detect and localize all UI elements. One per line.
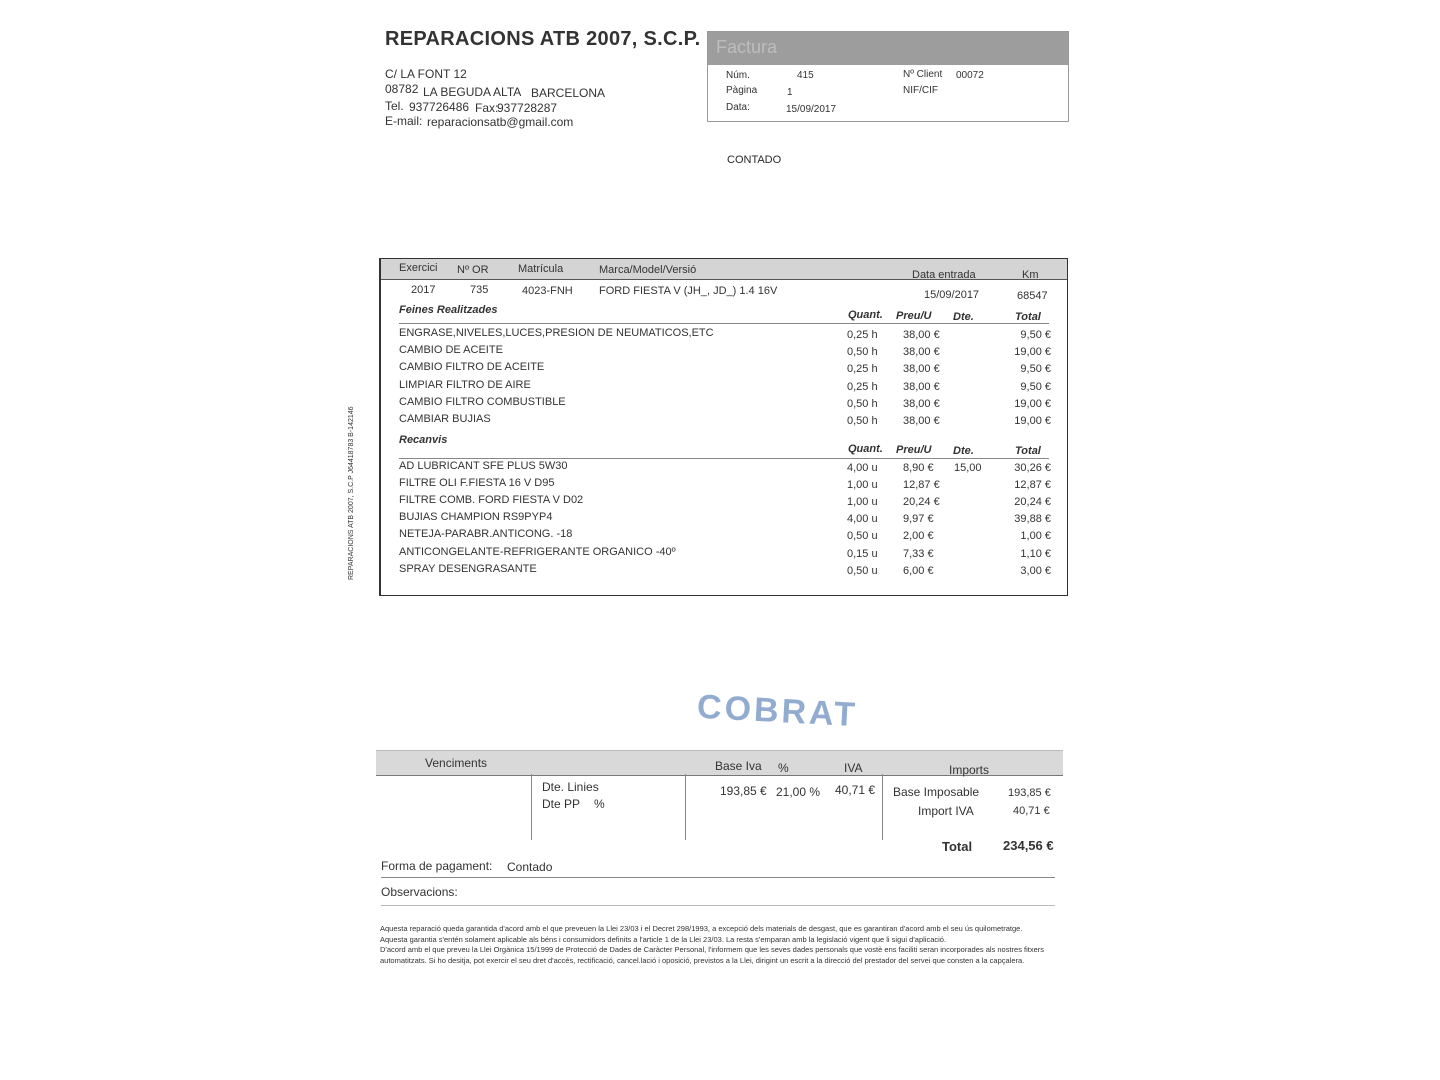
parts-total-header: Total <box>1015 445 1041 457</box>
invoice-header <box>708 32 1068 65</box>
parts-title: Recanvis <box>399 434 448 446</box>
part-quantity: 1,00 u <box>847 479 878 492</box>
labour-description: ENGRASE,NIVELES,LUCES,PRESION DE NEUMATICOS,ETC <box>399 327 714 339</box>
part-description: FILTRE COMB. FORD FIESTA V D02 <box>399 494 584 507</box>
invoice-page: 1 <box>787 87 793 98</box>
header-km: Km <box>1022 269 1039 281</box>
labour-unit-price: 38,00 € <box>903 346 940 359</box>
part-unit-price: 7,33 € <box>903 547 934 560</box>
due-header: Venciments <box>425 756 488 770</box>
part-quantity: 0,50 u <box>847 530 878 543</box>
labour-unit-price: 38,00 € <box>903 380 940 393</box>
labour-quantity: 0,50 h <box>847 415 878 427</box>
column-divider <box>685 774 686 840</box>
part-description: SPRAY DESENGRASANTE <box>399 562 537 575</box>
invoice-num: 415 <box>797 70 814 81</box>
part-line-total: 20,24 € <box>1014 496 1051 509</box>
base-value: 193,85 € <box>720 784 767 798</box>
header-plate: Matrícula <box>518 263 564 275</box>
part-unit-price: 9,97 € <box>903 513 934 526</box>
part-discount: 15,00 <box>954 462 982 474</box>
parts-price-header: Preu/U <box>896 444 932 456</box>
invoice-date-label: Data: <box>726 102 750 113</box>
invoice-box <box>707 31 1069 122</box>
payment-divider <box>381 877 1055 878</box>
fax: 937728287 <box>497 101 558 115</box>
part-unit-price: 2,00 € <box>903 530 934 543</box>
street: C/ LA FONT 12 <box>385 67 467 81</box>
column-divider <box>531 774 532 840</box>
header-model: Marca/Model/Versió <box>599 264 697 276</box>
header-or: Nº OR <box>457 264 489 276</box>
vehicle-model: FORD FIESTA V (JH_, JD_) 1.4 16V <box>599 285 778 297</box>
payment-method-value: Contado <box>507 860 553 874</box>
payment-method-label: Forma de pagament: <box>381 859 493 873</box>
part-description: NETEJA-PARABR.ANTICONG. -18 <box>399 528 573 541</box>
legal-line: D'acord amb el que preveu la Llei Orgànica 15/1999 de Protecció de Dades de Caràcter Personal, l'informem que les seves dades personals que vostè ens faciliti seran incorporades als nostres fitxers <box>380 945 1045 955</box>
iva-header: IVA <box>844 761 863 775</box>
labour-quantity: 0,25 h <box>847 380 878 393</box>
payment-note: CONTADO <box>727 154 782 166</box>
labour-description: CAMBIO DE ACEITE <box>399 344 503 357</box>
pp-discount-pct: % <box>594 797 605 811</box>
legal-line: Aquesta reparació queda garantida d'acord amb el que preveuen la Llei 23/03 i el Decret 298/1993, a excepció dels materials de desgast, que es garantiran d'acord amb el seu ús quilometratge. <box>380 924 1023 933</box>
labour-line-total: 9,50 € <box>1020 363 1051 376</box>
labour-quantity: 0,25 h <box>847 329 878 341</box>
vehicle-km: 68547 <box>1017 290 1048 302</box>
labour-divider <box>399 323 1049 324</box>
company-name: REPARACIONS ATB 2007, S.C.P. <box>385 28 701 50</box>
email-label: E-mail: <box>385 114 423 128</box>
iva-amount-label: Import IVA <box>918 804 974 818</box>
labour-quantity: 0,25 h <box>847 363 878 376</box>
part-unit-price: 6,00 € <box>903 564 934 577</box>
part-line-total: 12,87 € <box>1014 479 1051 492</box>
header-entry-date: Data entrada <box>912 269 976 281</box>
tel-label: Tel. <box>385 99 404 113</box>
pct-value: 21,00 % <box>776 785 821 799</box>
labour-line-total: 19,00 € <box>1014 415 1051 427</box>
part-description: FILTRE OLI F.FIESTA 16 V D95 <box>399 477 555 490</box>
labour-line-total: 9,50 € <box>1020 329 1051 341</box>
labour-disc-header: Dte. <box>953 311 974 323</box>
total-label: Total <box>942 839 973 854</box>
observations-label: Observacions: <box>381 885 458 899</box>
invoice-page-label: Pàgina <box>726 85 758 96</box>
parts-divider <box>399 458 1049 459</box>
part-unit-price: 12,87 € <box>903 479 940 492</box>
part-unit-price: 20,24 € <box>903 496 940 509</box>
labour-description: LIMPIAR FILTRO DE AIRE <box>399 378 531 391</box>
labour-unit-price: 38,00 € <box>903 329 940 341</box>
email: reparacionsatb@gmail.com <box>427 115 574 129</box>
labour-unit-price: 38,00 € <box>903 415 940 427</box>
town: LA BEGUDA ALTA <box>423 85 522 99</box>
part-quantity: 4,00 u <box>847 513 878 526</box>
labour-total-header: Total <box>1015 311 1041 323</box>
paid-stamp: COBRAT <box>696 687 859 735</box>
vehicle-year: 2017 <box>411 284 436 296</box>
vehicle-or: 735 <box>470 284 489 296</box>
part-quantity: 0,15 u <box>847 547 878 560</box>
parts-disc-header: Dte. <box>953 445 974 457</box>
base-header: Base Iva <box>715 759 762 773</box>
totals-table <box>376 750 1063 840</box>
vehicle-entry-date: 15/09/2017 <box>924 289 980 301</box>
tel: 937726486 <box>409 100 470 114</box>
client-label: Nº Client <box>903 69 943 80</box>
amounts-header: Imports <box>949 763 990 777</box>
line-discount-label: Dte. Linies <box>542 780 599 794</box>
part-line-total: 1,00 € <box>1020 530 1051 543</box>
iva-amount-value: 40,71 € <box>1013 805 1050 817</box>
taxable-label: Base Imposable <box>893 785 980 799</box>
labour-quantity: 0,50 h <box>847 397 878 410</box>
labour-unit-price: 38,00 € <box>903 397 940 410</box>
pct-header: % <box>778 761 789 775</box>
part-quantity: 1,00 u <box>847 496 878 509</box>
iva-value: 40,71 € <box>835 783 876 797</box>
labour-line-total: 19,00 € <box>1014 346 1051 359</box>
taxable-value: 193,85 € <box>1008 787 1051 799</box>
part-description: BUJIAS CHAMPION RS9PYP4 <box>399 511 553 524</box>
header-year: Exercici <box>399 262 438 274</box>
totals-header <box>376 750 1063 776</box>
invoice-num-label: Núm. <box>726 70 750 81</box>
part-line-total: 3,00 € <box>1020 564 1051 577</box>
part-line-total: 1,10 € <box>1020 547 1051 560</box>
legal-line: automatitzats. Si ho desitja, pot exercir el seu dret d'accés, rectificació, cancel.lació i oposició, previstos a la Llei, dirigint un escrit a la direcció del prestador del servei que consten a la capçalera. <box>380 955 1025 965</box>
side-registration-text: REPARACIONS ATB 2007, S.C.P J64418783 B-142146 <box>348 406 355 580</box>
labour-unit-price: 38,00 € <box>903 363 940 376</box>
part-quantity: 0,50 u <box>847 564 878 577</box>
labour-description: CAMBIO FILTRO DE ACEITE <box>399 361 545 374</box>
legal-line: Aquesta garantia s'entén solament aplicable als béns i consumidors definits a l'article 1 de la Llei 23/03. La resta s'emparan amb la legislació vigent que li sigui d'aplicació. <box>380 934 947 944</box>
part-unit-price: 8,90 € <box>903 462 934 474</box>
client-number: 00072 <box>956 70 984 81</box>
labour-description: CAMBIO FILTRO COMBUSTIBLE <box>399 395 566 408</box>
part-line-total: 30,26 € <box>1014 462 1051 474</box>
legal-notice <box>380 924 1050 966</box>
nif-label: NIF/CIF <box>903 85 938 96</box>
observations-divider <box>381 905 1055 906</box>
labour-qty-header: Quant. <box>848 309 883 321</box>
postcode: 08782 <box>385 82 419 96</box>
parts-qty-header: Quant. <box>848 443 883 455</box>
labour-line-total: 9,50 € <box>1020 380 1051 393</box>
labour-description: CAMBIAR BUJIAS <box>399 413 491 425</box>
total-value: 234,56 € <box>1003 838 1054 853</box>
labour-line-total: 19,00 € <box>1014 397 1051 410</box>
part-quantity: 4,00 u <box>847 462 878 474</box>
part-line-total: 39,88 € <box>1014 513 1051 526</box>
labour-price-header: Preu/U <box>896 310 932 322</box>
column-divider <box>882 774 883 840</box>
invoice-title: Factura <box>716 37 778 57</box>
vehicle-plate: 4023-FNH <box>522 285 573 297</box>
part-description: AD LUBRICANT SFE PLUS 5W30 <box>399 460 568 472</box>
pp-discount-label: Dte PP <box>542 797 581 811</box>
part-description: ANTICONGELANTE-REFRIGERANTE ORGANICO -40º <box>399 545 676 558</box>
labour-quantity: 0,50 h <box>847 346 878 359</box>
fax-label: Fax: <box>475 101 499 115</box>
labour-title: Feines Realitzades <box>399 304 498 316</box>
lines-table <box>379 258 1068 596</box>
vehicle-header <box>381 259 1067 280</box>
province: BARCELONA <box>531 86 606 100</box>
invoice-date: 15/09/2017 <box>786 104 837 115</box>
